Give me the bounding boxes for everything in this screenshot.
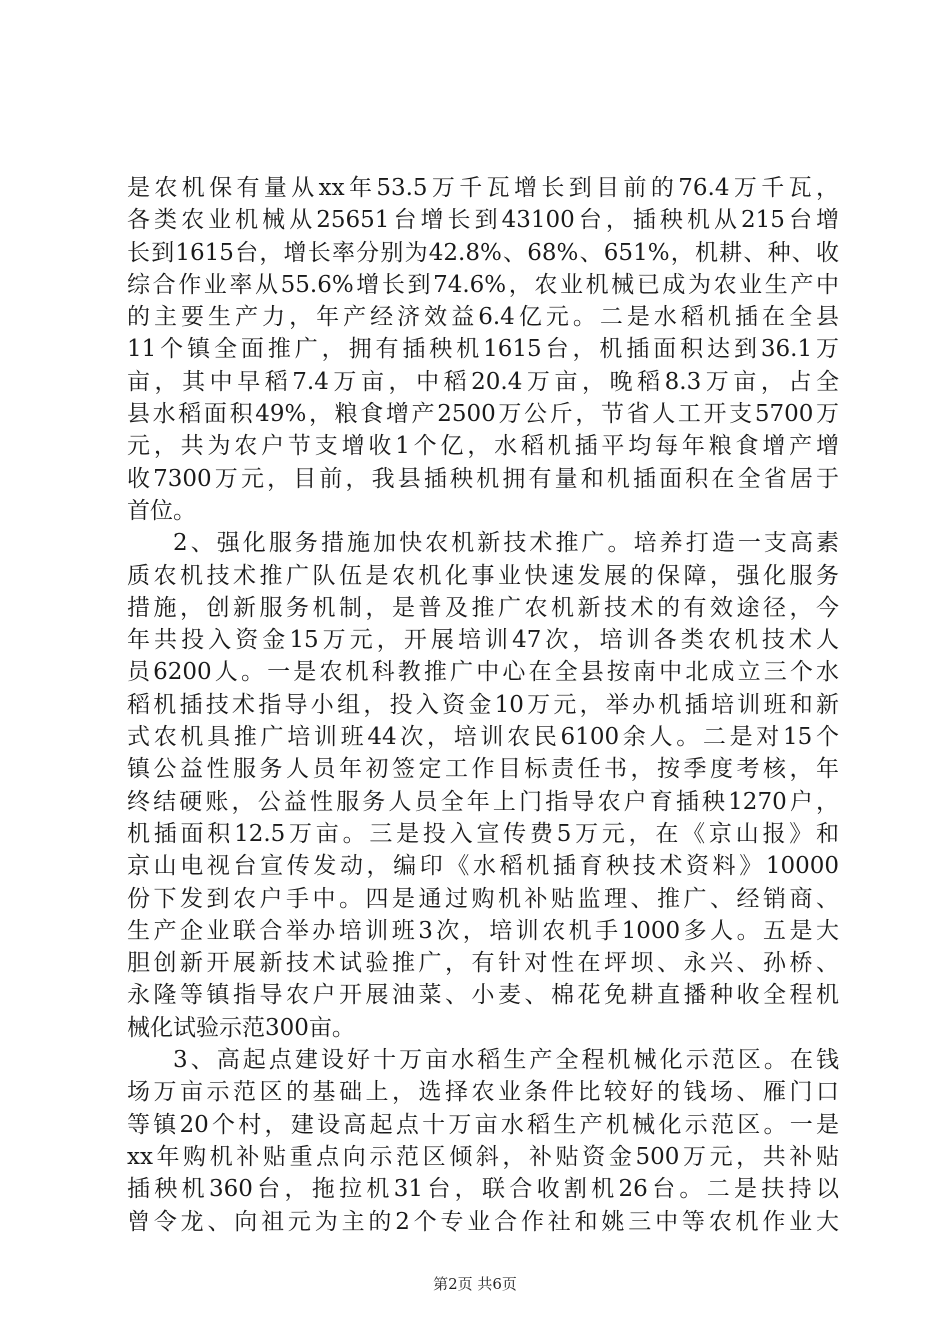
text-line: 县水稻面积49%，粮食增产2500万公斤，节省人工开支5700万: [127, 401, 839, 428]
text-line: 是农机保有量从xx年53.5万千瓦增长到目前的76.4万千瓦，: [127, 175, 839, 201]
text-line: 份下发到农户手中。四是通过购机补贴监理、推广、经销商、: [127, 885, 839, 912]
text-line: xx年购机补贴重点向示范区倾斜，补贴资金500万元，共补贴: [127, 1143, 839, 1170]
text-line: 首位。: [127, 497, 196, 524]
text-line: 11个镇全面推广，拥有插秧机1615台，机插面积达到36.1万: [127, 336, 839, 363]
text-line: 械化试验示范300亩。: [127, 1014, 355, 1041]
text-line: 收7300万元，目前，我县插秧机拥有量和机插面积在全省居于: [127, 465, 839, 492]
document-body: [127, 172, 839, 1238]
text-line: 场万亩示范区的基础上，选择农业条件比较好的钱场、雁门口: [127, 1079, 839, 1106]
text-line: 京山电视台宣传发动，编印《水稻机插育秧技术资料》10000: [127, 853, 839, 880]
text-line: 质农机技术推广队伍是农机化事业快速发展的保障，强化服务: [127, 562, 839, 589]
text-line: 等镇20个村，建设高起点十万亩水稻生产机械化示范区。一是: [127, 1111, 839, 1138]
text-line: 措施，创新服务机制，是普及推广农机新技术的有效途径，今: [127, 594, 839, 621]
text-line: 终结硬账，公益性服务人员全年上门指导农户育插秧1270户，: [127, 788, 839, 815]
text-line: 胆创新开展新技术试验推广，有针对性在坪坝、永兴、孙桥、: [127, 950, 839, 977]
text-line: 亩，其中早稻7.4万亩，中稻20.4万亩，晚稻8.3万亩，占全: [127, 368, 839, 395]
paragraph-heading-line: 3、高起点建设好十万亩水稻生产全程机械化示范区。在钱: [173, 1047, 839, 1074]
text-line: 式农机具推广培训班44次，培训农民6100余人。二是对15个: [127, 724, 839, 751]
text-line: 稻机插技术指导小组，投入资金10万元，举办机插培训班和新: [127, 691, 839, 718]
text-line: 各类农业机械从25651台增长到43100台，插秧机从215台增: [127, 207, 839, 234]
text-line: 插秧机360台，拖拉机31台，联合收割机26台。二是扶持以: [127, 1176, 839, 1203]
text-line: 曾令龙、向祖元为主的2个专业合作社和姚三中等农机作业大: [127, 1208, 839, 1235]
text-line: 生产企业联合举办培训班3次，培训农机手1000多人。五是大: [127, 917, 839, 944]
text-line: 的主要生产力，年产经济效益6.4亿元。二是水稻机插在全县: [127, 304, 839, 331]
text-line: 元，共为农户节支增收1个亿，水稻机插平均每年粮食增产增: [127, 433, 839, 460]
text-line: 机插面积12.5万亩。三是投入宣传费5万元，在《京山报》和: [127, 820, 839, 847]
text-line: 镇公益性服务人员年初签定工作目标责任书，按季度考核，年: [127, 756, 839, 783]
text-line: 年共投入资金15万元，开展培训47次，培训各类农机技术人: [127, 627, 839, 654]
text-line: 永隆等镇指导农户开展油菜、小麦、棉花免耕直播种收全程机: [127, 982, 839, 1009]
page-number-footer: 第2页 共6页: [433, 1275, 517, 1293]
text-line: 长到1615台，增长率分别为42.8%、68%、651%，机耕、种、收: [127, 239, 839, 266]
text-line: 综合作业率从55.6%增长到74.6%，农业机械已成为农业生产中: [127, 271, 839, 298]
text-line: 员6200人。一是农机科教推广中心在全县按南中北成立三个水: [127, 659, 839, 686]
paragraph-heading-line: 2、强化服务措施加快农机新技术推广。培养打造一支高素: [173, 530, 839, 557]
